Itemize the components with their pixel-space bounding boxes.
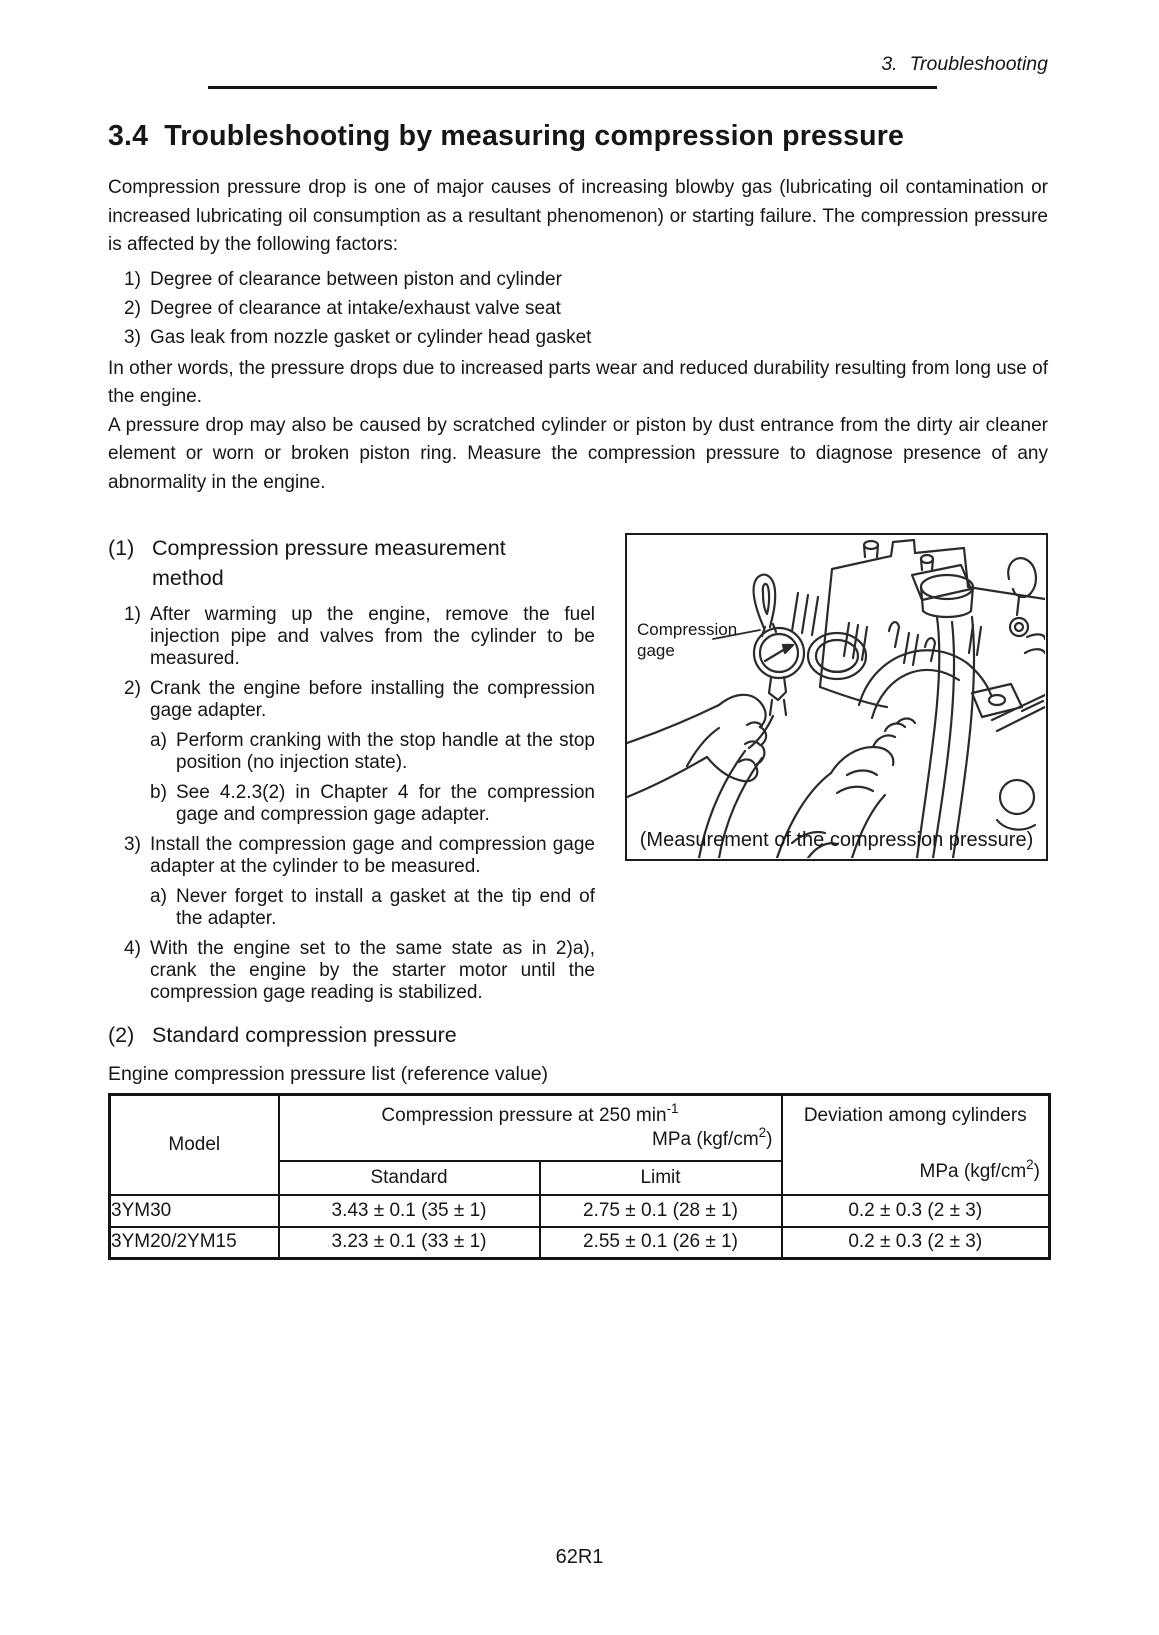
step-3a — [108, 886, 595, 930]
method-column — [108, 533, 595, 1004]
step-3 — [108, 834, 595, 878]
table-title: Engine compression pressure list (reference value) — [108, 1063, 549, 1085]
step-text: Crank the engine before installing the compression gage adapter. — [150, 678, 595, 721]
engine-illustration — [627, 535, 1045, 858]
table-row — [110, 1227, 1050, 1259]
step-4 — [108, 938, 595, 1004]
page-code: 62R1 — [555, 1546, 604, 1568]
step-2 — [108, 678, 595, 722]
deviation-cell: 0.2 ± 0.3 (2 ± 3) — [782, 1195, 1050, 1227]
substep-number: a) — [150, 730, 167, 751]
step-number: 4) — [124, 938, 141, 959]
header-rule — [208, 86, 937, 89]
figure-label: Compression gage — [637, 620, 738, 660]
chapter-title: Troubleshooting — [909, 53, 1048, 75]
substep-number: a) — [150, 886, 167, 907]
step-2a — [108, 730, 595, 774]
subsection-heading-1 — [108, 533, 595, 593]
standard-cell: 3.43 ± 0.1 (35 ± 1) — [279, 1195, 540, 1227]
subsection-heading-text: Standard compression pressure — [152, 1023, 457, 1047]
subsection-heading-2 — [108, 1020, 1048, 1050]
list-item — [108, 294, 1048, 323]
deviation-header-title: Deviation among cylinders — [803, 1105, 1027, 1126]
step-number: 3) — [124, 834, 141, 855]
figure-caption: (Measurement of the compression pressure) — [639, 829, 1034, 851]
subsection-number: (2) — [108, 1023, 135, 1047]
measurement-figure — [625, 533, 1048, 861]
table-row — [110, 1195, 1050, 1227]
list-item-text: Degree of clearance at intake/exhaust valve seat — [150, 297, 561, 319]
running-header — [108, 52, 1048, 76]
list-item-text: Gas leak from nozzle gasket or cylinder head gasket — [150, 326, 592, 348]
limit-cell: 2.75 ± 0.1 (28 ± 1) — [540, 1195, 782, 1227]
step-text: Install the compression gage and compression gage adapter at the cylinder to be measured. — [150, 834, 595, 877]
group-header-title: Compression pressure at 250 $\min^{-1}$ — [381, 1100, 679, 1126]
list-item-number: 1) — [124, 268, 141, 290]
intro-paragraph: Compression pressure drop is one of major causes of increasing blowby gas (lubricating oil contamination or increased lubricating oil consumption as a resultant phenomenon) or starting failure. The compression pressure is affected by the following factors: — [108, 177, 1048, 255]
chapter-number: 3. — [881, 53, 898, 75]
procedure-steps — [108, 604, 595, 1004]
substep-number: b) — [150, 782, 167, 803]
substep-text: See 4.2.3(2) in Chapter 4 for the compression gage and compression gage adapter. — [176, 782, 595, 825]
two-column-region — [108, 533, 1048, 1004]
list-item-number: 3) — [124, 326, 141, 348]
col-header-model: Model — [110, 1095, 279, 1195]
list-item — [108, 323, 1048, 352]
list-item-number: 2) — [124, 297, 141, 319]
section-number: 3.4 — [108, 120, 149, 152]
col-header-standard: Standard — [279, 1161, 540, 1195]
step-text: With the engine set to the same state as in 2)a), crank the engine by the starter motor until the compression gage reading is stabilized. — [150, 938, 595, 1003]
step-text: After warming up the engine, remove the fuel injection pipe and valves from the cylinder to be measured. — [150, 604, 595, 669]
model-cell: 3YM30 — [110, 1195, 279, 1227]
substep-text: Never forget to install a gasket at the tip end of the adapter. — [176, 886, 595, 929]
factor-list — [108, 265, 1048, 352]
paragraph: In other words, the pressure drops due to increased parts wear and reduced durability resulting from long use of the engine. — [108, 357, 1048, 407]
compression-pressure-table — [108, 1093, 1051, 1260]
step-1 — [108, 604, 595, 670]
step-number: 2) — [124, 678, 141, 699]
section-title — [108, 120, 1048, 153]
step-2b — [108, 782, 595, 826]
step-number: 1) — [124, 604, 141, 625]
subsection-number: (1) — [108, 536, 135, 560]
section-title-text: Troubleshooting by measuring compression pressure — [164, 120, 905, 152]
limit-cell: 2.55 ± 0.1 (26 ± 1) — [540, 1227, 782, 1259]
col-header-group — [279, 1095, 782, 1161]
model-cell: 3YM20/2YM15 — [110, 1227, 279, 1259]
col-header-deviation — [782, 1095, 1050, 1195]
subsection-heading-text: Compression pressure measurement method — [152, 536, 506, 590]
standard-cell: 3.23 ± 0.1 (33 ± 1) — [279, 1227, 540, 1259]
group-header-unit: MPa $(kgf/cm^2)$ — [652, 1124, 773, 1150]
deviation-header-unit: MPa $(kgf/cm^2)$ — [919, 1156, 1040, 1182]
col-header-limit: Limit — [540, 1161, 782, 1195]
list-item — [108, 265, 1048, 294]
substep-text: Perform cranking with the stop handle at the stop position (no injection state). — [176, 730, 595, 773]
paragraph: A pressure drop may also be caused by scratched cylinder or piston by dust entrance from the dirty air cleaner element or worn or broken piston ring. Measure the compression pressure to diagnose presence of any abnormality in the engine. — [108, 414, 1048, 493]
deviation-cell: 0.2 ± 0.3 (2 ± 3) — [782, 1227, 1050, 1259]
figure-column — [625, 533, 1048, 861]
list-item-text: Degree of clearance between piston and cylinder — [150, 268, 562, 290]
